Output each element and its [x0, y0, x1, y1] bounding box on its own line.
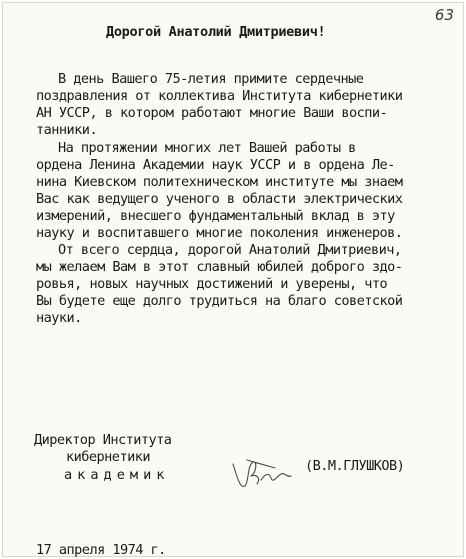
page-number: 63: [434, 6, 454, 24]
signatory-rank: академик: [64, 467, 170, 483]
paragraph-2-line-1: На протяжении многих лет Вашей работы в: [58, 140, 356, 156]
paragraph-1-line-2: поздравления от коллектива Института кибернетики: [36, 88, 403, 104]
handwritten-signature: [227, 454, 297, 494]
paragraph-3-line-5: науки.: [36, 310, 82, 326]
paragraph-1-line-1: В день Вашего 75-летия примите сердечные: [58, 71, 364, 87]
paragraph-2-line-3: нина Киевском политехническом институте мы знаем: [36, 174, 403, 190]
paragraph-3-line-2: мы желаем Вам в этот славный юбилей доброго здо-: [36, 259, 403, 275]
paragraph-2-line-6: науку и воспитавшего многие поколения инженеров.: [36, 225, 403, 241]
paragraph-2-line-2: ордена Ленина Академии наук УССР и в ордена Ле-: [36, 157, 395, 173]
signatory-name: (В.М.ГЛУШКОВ): [305, 458, 405, 474]
paragraph-1-line-3: АН УССР, в котором работают многие Ваши воспи-: [36, 105, 388, 121]
letter-page: [2, 2, 464, 557]
signatory-institute: кибернетики: [66, 449, 150, 465]
paragraph-2-line-4: Вас как ведущего ученого в области электрических: [36, 191, 403, 207]
paragraph-3-line-1: От всего сердца, дорогой Анатолий Дмитриевич,: [58, 242, 402, 258]
signatory-title: Директор Института: [34, 432, 172, 448]
paragraph-3-line-3: ровья, новых научных достижений и уверены, что: [36, 276, 388, 292]
paragraph-1-line-4: танники.: [36, 122, 98, 138]
letter-date: 17 апреля 1974 г.: [36, 542, 166, 557]
paragraph-3-line-4: Вы будете еще долго трудиться на благо советской: [36, 293, 403, 309]
salutation: Дорогой Анатолий Дмитриевич!: [106, 24, 326, 40]
paragraph-2-line-5: измерений, внесшего фундаментальный вклад в эту: [36, 208, 395, 224]
